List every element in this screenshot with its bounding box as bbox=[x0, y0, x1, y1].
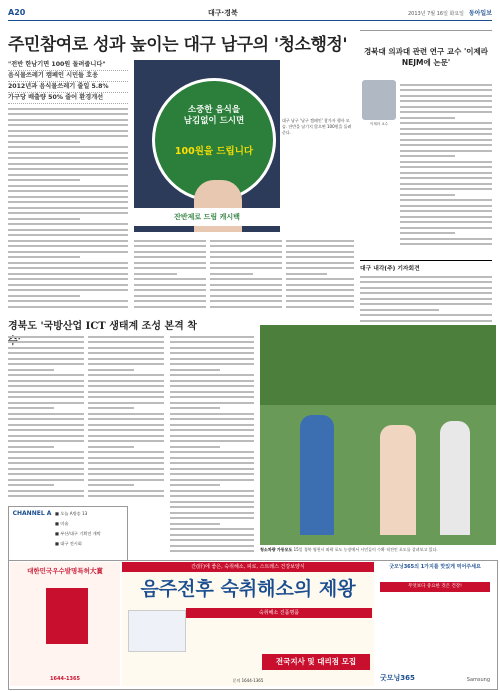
text-line bbox=[8, 273, 128, 275]
ad-recruit-banner: 전국지사 및 대리점 모집 bbox=[262, 654, 370, 670]
text-line bbox=[400, 144, 492, 146]
text-line bbox=[88, 347, 164, 349]
text-line bbox=[400, 243, 492, 245]
flag-image bbox=[128, 610, 186, 652]
text-line bbox=[360, 303, 492, 305]
text-line bbox=[210, 273, 253, 275]
text-line bbox=[360, 292, 492, 294]
text-line bbox=[170, 413, 254, 415]
text-line bbox=[88, 479, 164, 481]
text-line bbox=[8, 451, 84, 453]
text-line bbox=[170, 468, 254, 470]
text-line bbox=[88, 446, 134, 448]
text-line bbox=[400, 188, 492, 190]
text-line bbox=[8, 385, 84, 387]
text-line bbox=[134, 284, 206, 286]
text-line bbox=[8, 358, 84, 360]
text-line bbox=[8, 418, 84, 420]
text-line bbox=[88, 473, 164, 475]
ad-red-bar: 무엇보다 중요한 것은 건강! bbox=[380, 582, 490, 592]
text-line bbox=[170, 352, 254, 354]
text-line bbox=[400, 227, 492, 229]
text-line bbox=[8, 251, 128, 253]
right-col-rule bbox=[360, 30, 492, 31]
text-line bbox=[8, 152, 128, 154]
text-line bbox=[8, 336, 84, 338]
text-line bbox=[400, 128, 492, 130]
text-line bbox=[400, 194, 455, 196]
text-line bbox=[8, 108, 128, 110]
text-line bbox=[88, 402, 164, 404]
page-header bbox=[8, 6, 492, 21]
person-figure bbox=[440, 421, 470, 535]
text-line bbox=[88, 391, 164, 393]
text-line bbox=[88, 495, 164, 497]
text-line bbox=[286, 284, 354, 286]
text-line bbox=[170, 341, 254, 343]
text-line bbox=[134, 245, 206, 247]
text-line bbox=[8, 196, 128, 198]
text-line bbox=[400, 155, 455, 157]
text-line bbox=[400, 106, 492, 108]
text-line bbox=[8, 218, 80, 220]
right-col-headline: 경북대 의과대 관련 연구 교수 '이제라 NEJM에 논문' bbox=[363, 47, 489, 67]
text-line bbox=[8, 484, 54, 486]
text-line bbox=[210, 251, 282, 253]
text-line bbox=[400, 221, 492, 223]
text-line bbox=[286, 306, 354, 308]
text-line bbox=[170, 517, 254, 519]
article-body-col4 bbox=[286, 236, 354, 310]
text-line bbox=[8, 300, 128, 302]
text-line bbox=[8, 289, 128, 291]
text-line bbox=[8, 212, 128, 214]
text-line bbox=[8, 267, 128, 269]
brand-logo: Samsung bbox=[466, 677, 490, 683]
text-line bbox=[170, 336, 254, 338]
text-line bbox=[400, 150, 492, 152]
text-line bbox=[8, 435, 84, 437]
text-line bbox=[8, 223, 128, 225]
text-line bbox=[8, 278, 128, 280]
text-line bbox=[8, 490, 84, 492]
issue-date: 2013년 7월 16일 화요일 bbox=[407, 11, 464, 17]
text-line bbox=[8, 229, 128, 231]
text-line bbox=[8, 407, 54, 409]
text-line bbox=[286, 256, 354, 258]
text-line bbox=[88, 380, 164, 382]
text-line bbox=[134, 295, 206, 297]
text-line bbox=[286, 245, 354, 247]
text-line bbox=[400, 210, 492, 212]
text-line bbox=[134, 262, 206, 264]
text-line bbox=[88, 358, 164, 360]
text-line bbox=[400, 183, 492, 185]
text-line bbox=[170, 369, 220, 371]
text-line bbox=[286, 267, 354, 269]
text-line bbox=[170, 391, 254, 393]
text-line bbox=[8, 424, 84, 426]
text-line bbox=[8, 473, 84, 475]
text-line bbox=[286, 262, 354, 264]
vineyard-caption: 청소차량 가동모도 15일 경북 영천시 외곽 포도 농장에서 시민들이 수확 직전인 포도를 살펴보고 있다. bbox=[260, 547, 438, 552]
text-line bbox=[134, 289, 206, 291]
text-line bbox=[170, 473, 254, 475]
text-line bbox=[170, 347, 254, 349]
text-line bbox=[170, 424, 254, 426]
text-line bbox=[8, 479, 84, 481]
text-line bbox=[88, 484, 134, 486]
text-line bbox=[8, 363, 84, 365]
text-line bbox=[170, 506, 254, 508]
text-line bbox=[88, 418, 164, 420]
deck-line: 2012년과 음식물쓰레기 줄일 5.8% bbox=[8, 82, 128, 93]
text-line bbox=[8, 341, 84, 343]
text-line bbox=[400, 117, 455, 119]
text-line bbox=[400, 89, 492, 91]
campaign-photo bbox=[134, 60, 280, 232]
ad-top-strip: 간(肝)에 좋은, 숙취해소, 피로, 스트레스 건강보양식 bbox=[122, 562, 374, 572]
text-line bbox=[400, 95, 492, 97]
text-line bbox=[170, 457, 254, 459]
text-line bbox=[170, 451, 254, 453]
text-line bbox=[88, 451, 164, 453]
main-headline: 주민참여로 성과 높이는 대구 남구의 '청소행정' bbox=[8, 35, 348, 55]
deck-line: 음식물쓰레기 캠페인 시민들 호응 bbox=[8, 71, 128, 82]
text-line bbox=[360, 320, 492, 322]
text-line bbox=[400, 100, 492, 102]
photo-caption: 대구 남구 '남구 캠페인' 참가자 행사 모습. 잔반을 남기지 않으면 100원을 돌려준다. bbox=[282, 118, 352, 135]
text-line bbox=[8, 190, 128, 192]
schedule-item: ■ 부산/대구 기획전 개막 bbox=[55, 531, 101, 536]
text-line bbox=[210, 300, 282, 302]
text-line bbox=[400, 172, 492, 174]
text-line bbox=[88, 490, 164, 492]
article-body-col1 bbox=[8, 104, 128, 310]
text-line bbox=[8, 179, 80, 181]
text-line bbox=[400, 216, 492, 218]
text-line bbox=[8, 174, 128, 176]
text-line bbox=[210, 256, 282, 258]
grape-canopy bbox=[260, 325, 496, 405]
text-line bbox=[170, 523, 220, 525]
text-line bbox=[210, 289, 282, 291]
text-line bbox=[8, 207, 128, 209]
article-body-col3 bbox=[210, 236, 282, 310]
text-line bbox=[88, 457, 164, 459]
text-line bbox=[400, 232, 455, 234]
text-line bbox=[88, 369, 134, 371]
text-line bbox=[400, 238, 492, 240]
text-line bbox=[8, 369, 54, 371]
schedule-item: ■ 대구 전시회 bbox=[55, 541, 82, 546]
text-line bbox=[88, 352, 164, 354]
text-line bbox=[170, 528, 254, 530]
text-line bbox=[360, 287, 492, 289]
hangover-cure-ad[interactable] bbox=[122, 562, 374, 686]
text-line bbox=[8, 256, 80, 258]
text-line bbox=[88, 462, 164, 464]
text-line bbox=[88, 435, 164, 437]
text-line bbox=[88, 468, 164, 470]
text-line bbox=[400, 166, 492, 168]
text-line bbox=[210, 262, 282, 264]
text-line bbox=[170, 402, 254, 404]
text-line bbox=[210, 306, 282, 308]
text-line bbox=[170, 374, 254, 376]
text-line bbox=[286, 251, 354, 253]
text-line bbox=[8, 119, 128, 121]
text-line bbox=[88, 385, 164, 387]
text-line bbox=[170, 512, 254, 514]
text-line bbox=[8, 262, 128, 264]
text-line bbox=[170, 385, 254, 387]
article2-col1 bbox=[8, 332, 84, 502]
section-name: 대구·경북 bbox=[208, 9, 238, 17]
text-line bbox=[210, 240, 282, 242]
ad-phone: 1644-1365 bbox=[50, 676, 80, 682]
headline-deck bbox=[8, 60, 128, 104]
ad-bottom-text: 문의 1644-1365 bbox=[232, 678, 264, 683]
text-line bbox=[400, 139, 492, 141]
right-col-body bbox=[400, 80, 492, 250]
person-figure bbox=[380, 425, 416, 535]
deck-line: 가구당 배출량 50% 줄어 환경개선 bbox=[8, 93, 128, 104]
text-line bbox=[360, 281, 492, 283]
text-line bbox=[8, 380, 84, 382]
text-line bbox=[8, 163, 128, 165]
text-line bbox=[8, 347, 84, 349]
text-line bbox=[134, 267, 206, 269]
text-line bbox=[8, 446, 54, 448]
text-line bbox=[134, 273, 177, 275]
text-line bbox=[8, 130, 128, 132]
text-line bbox=[8, 468, 84, 470]
text-line bbox=[400, 133, 492, 135]
text-line bbox=[8, 402, 84, 404]
text-line bbox=[170, 462, 254, 464]
text-line bbox=[8, 185, 128, 187]
text-line bbox=[134, 256, 206, 258]
text-line bbox=[8, 284, 128, 286]
text-line bbox=[286, 289, 354, 291]
paper-logo: 동아일보 bbox=[468, 10, 492, 17]
text-line bbox=[400, 122, 492, 124]
text-line bbox=[170, 429, 254, 431]
text-line bbox=[8, 413, 84, 415]
text-line bbox=[134, 240, 206, 242]
text-line bbox=[170, 407, 220, 409]
text-line bbox=[170, 380, 254, 382]
campaign-banner: 잔반제로 드림 캐시백 bbox=[134, 208, 280, 226]
professor-photo bbox=[362, 80, 396, 120]
text-line bbox=[88, 374, 164, 376]
text-line bbox=[210, 278, 282, 280]
text-line bbox=[134, 300, 206, 302]
text-line bbox=[286, 240, 354, 242]
text-line bbox=[360, 276, 492, 278]
text-line bbox=[134, 251, 206, 253]
text-line bbox=[286, 300, 354, 302]
text-line bbox=[170, 534, 254, 536]
text-line bbox=[8, 124, 128, 126]
text-line bbox=[400, 177, 492, 179]
text-line bbox=[8, 457, 84, 459]
text-line bbox=[400, 111, 492, 113]
text-line bbox=[8, 113, 128, 115]
deck-line: "전반 한남기면 100원 돌려줍니다" bbox=[8, 60, 128, 71]
ad-subtitle: 숙취해소 진품명품 bbox=[186, 608, 372, 618]
text-line bbox=[170, 440, 254, 442]
right-brief-heading: 대구 내각(주) 기자회견 bbox=[360, 260, 492, 272]
text-line bbox=[8, 168, 128, 170]
text-line bbox=[170, 501, 254, 503]
text-line bbox=[88, 413, 164, 415]
text-line bbox=[8, 295, 80, 297]
schedule-item: ■ 미술 bbox=[55, 521, 69, 526]
text-line bbox=[134, 306, 206, 308]
text-line bbox=[170, 539, 254, 541]
channel-logo: CHANNEL A bbox=[12, 510, 52, 517]
text-line bbox=[210, 284, 282, 286]
text-line bbox=[286, 278, 354, 280]
text-line bbox=[170, 363, 254, 365]
ad-main-title: 음주전후 숙취해소의 제왕 bbox=[140, 578, 356, 600]
vineyard-photo bbox=[260, 325, 496, 545]
text-line bbox=[134, 278, 206, 280]
text-line bbox=[8, 146, 128, 148]
text-line bbox=[88, 424, 164, 426]
ad-logo: 굿모닝365 bbox=[380, 674, 415, 682]
text-line bbox=[8, 396, 84, 398]
text-line bbox=[8, 135, 128, 137]
text-line bbox=[170, 545, 254, 547]
text-line bbox=[170, 484, 220, 486]
professor-name: 이제라 교수 bbox=[369, 122, 389, 126]
text-line bbox=[8, 374, 84, 376]
text-line bbox=[286, 273, 327, 275]
text-line bbox=[400, 205, 492, 207]
text-line bbox=[286, 295, 354, 297]
text-line bbox=[8, 462, 84, 464]
text-line bbox=[8, 157, 128, 159]
text-line bbox=[170, 358, 254, 360]
article2-col2 bbox=[88, 332, 164, 502]
ad-top-text: 굿모닝365의 1가지를 맛있게 먹어주세요 bbox=[389, 564, 481, 570]
text-line bbox=[400, 84, 492, 86]
text-line bbox=[8, 495, 84, 497]
text-line bbox=[8, 352, 84, 354]
text-line bbox=[88, 407, 134, 409]
channel-schedule-box bbox=[8, 506, 128, 562]
text-line bbox=[8, 440, 84, 442]
text-line bbox=[88, 336, 164, 338]
article2-col3 bbox=[170, 332, 254, 556]
text-line bbox=[170, 396, 254, 398]
patent-award-ad[interactable] bbox=[10, 562, 120, 686]
text-line bbox=[8, 391, 84, 393]
text-line bbox=[170, 490, 254, 492]
text-line bbox=[360, 309, 439, 311]
campaign-sign: 소중한 음식을 남김없이 드시면 100원을 드립니다 bbox=[152, 78, 276, 202]
text-line bbox=[8, 245, 128, 247]
text-line bbox=[210, 267, 282, 269]
text-line bbox=[400, 161, 492, 163]
second-headline: 경북도 '국방산업 ICT 생태계 조성 본격 착 bbox=[8, 321, 197, 332]
text-line bbox=[400, 199, 492, 201]
text-line bbox=[170, 435, 254, 437]
text-line bbox=[170, 550, 254, 552]
text-line bbox=[8, 201, 128, 203]
text-line bbox=[8, 240, 128, 242]
text-line bbox=[360, 314, 492, 316]
person-figure bbox=[300, 415, 334, 535]
text-line bbox=[88, 429, 164, 431]
text-line bbox=[360, 298, 492, 300]
text-line bbox=[8, 234, 128, 236]
text-line bbox=[8, 429, 84, 431]
text-line bbox=[8, 141, 80, 143]
text-line bbox=[170, 418, 254, 420]
article-body-col2 bbox=[134, 236, 206, 310]
ad-title: 대한민국우수발명특허大賞 bbox=[27, 567, 103, 575]
text-line bbox=[8, 306, 128, 308]
text-line bbox=[210, 245, 282, 247]
text-line bbox=[88, 396, 164, 398]
schedule-item: ■ 오늘 A방송 13 bbox=[55, 511, 88, 516]
health-product-ad[interactable] bbox=[376, 562, 494, 686]
text-line bbox=[88, 440, 164, 442]
text-line bbox=[210, 295, 282, 297]
product-box-image bbox=[46, 588, 88, 644]
page-number: A20 bbox=[8, 8, 26, 17]
text-line bbox=[170, 495, 254, 497]
text-line bbox=[88, 363, 164, 365]
text-line bbox=[88, 341, 164, 343]
text-line bbox=[170, 479, 254, 481]
text-line bbox=[170, 446, 220, 448]
